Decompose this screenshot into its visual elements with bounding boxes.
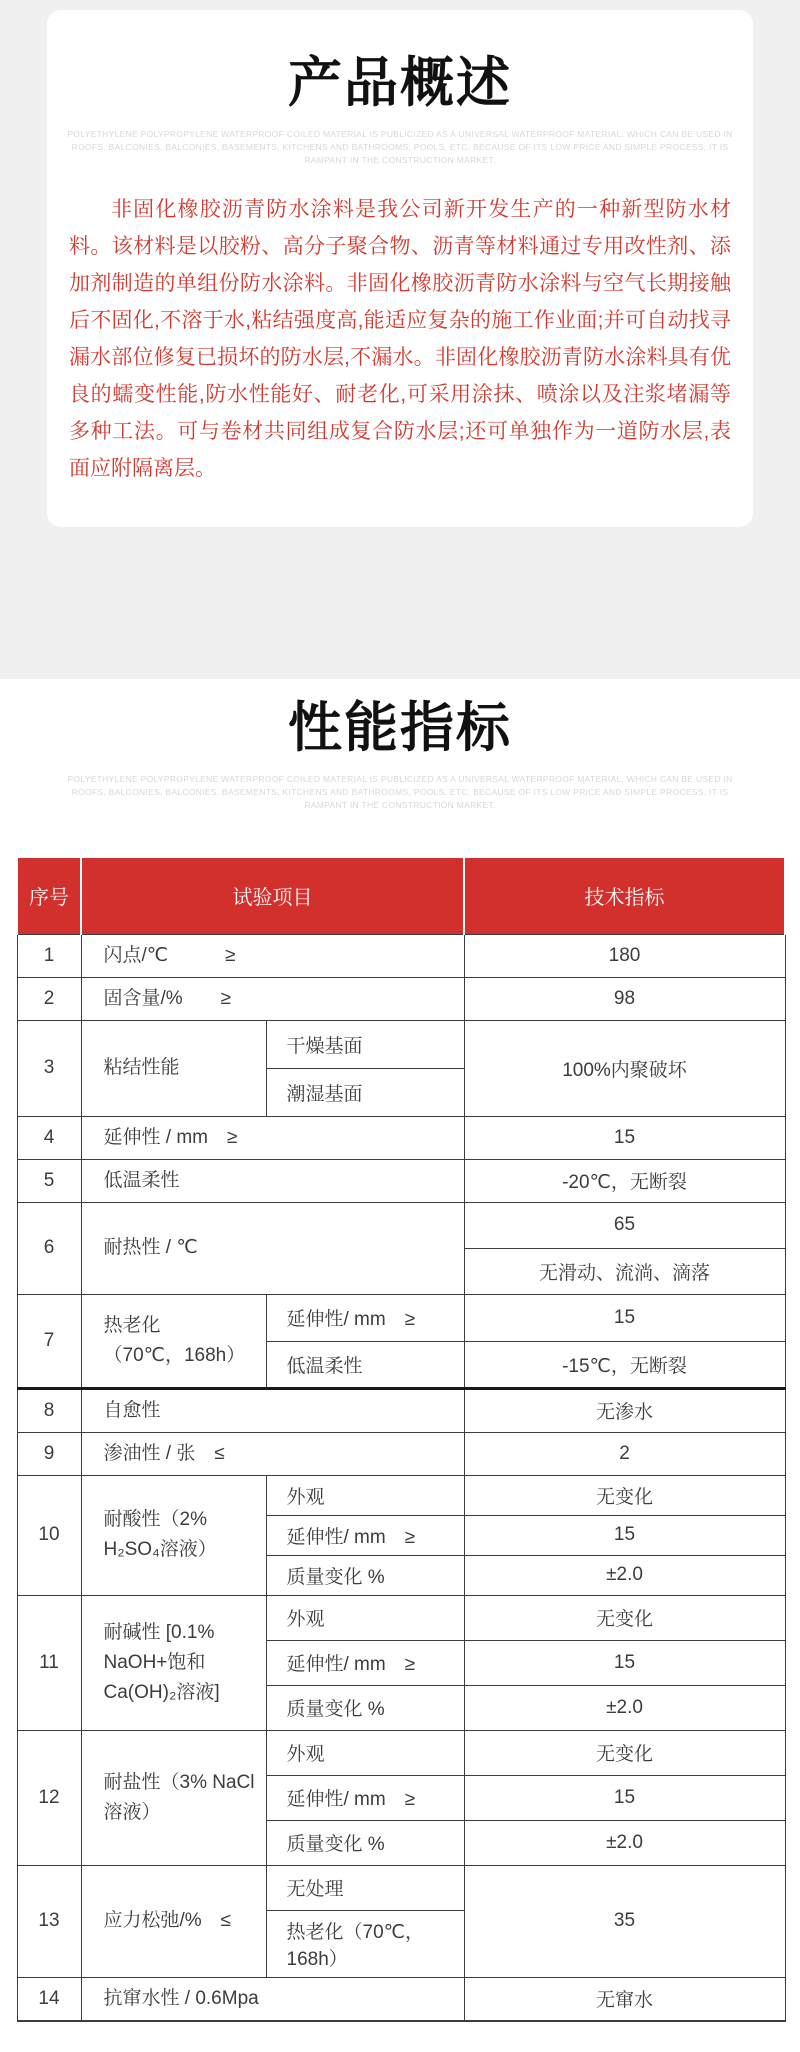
test-item: 固含量/% ≥ <box>81 977 464 1020</box>
tech-value: 2 <box>464 1432 785 1475</box>
overview-en-subtitle: POLYETHYLENE POLYPROPYLENE WATERPROOF COILED MATERIAL IS PUBLICIZED AS A UNIVERSAL WATERPROOF MATERIAL, WHICH CAN BE USED IN ROOFS, BALCONIES, BALCONIES, BASEMENTS, KITCHENS AND BATHROOMS, POOLS, ETC. BECAUSE OF ITS LOW PRICE AND SIMPLE PROCESS, IT IS RAMPANT IN THE CONSTRUCTION MARKET. <box>67 129 733 166</box>
performance-table <box>16 856 786 2022</box>
table-row <box>17 934 785 977</box>
test-subitem: 质量变化 % <box>266 1555 464 1595</box>
test-subitem: 干燥基面 <box>266 1020 464 1068</box>
test-item: 粘结性能 <box>81 1020 266 1116</box>
tech-value: 98 <box>464 977 785 1020</box>
tech-value: 无滑动、流淌、滴落 <box>464 1248 785 1294</box>
tech-value: 15 <box>464 1116 785 1159</box>
test-item: 渗油性 / 张 ≤ <box>81 1432 464 1475</box>
test-item: 耐酸性（2% H₂SO₄溶液） <box>81 1475 266 1595</box>
test-subitem: 延伸性/ mm ≥ <box>266 1775 464 1820</box>
row-no: 13 <box>17 1865 81 1977</box>
test-item-line1: 热老化 <box>103 1314 161 1336</box>
header-test-item: 试验项目 <box>81 857 464 934</box>
test-item: 耐热性 / ℃ <box>81 1202 464 1294</box>
test-item: 闪点/℃ ≥ <box>81 934 464 977</box>
tech-value: 180 <box>464 934 785 977</box>
tech-value: 无变化 <box>464 1730 785 1775</box>
test-subitem: 无处理 <box>266 1865 464 1910</box>
test-item: 抗窜水性 / 0.6Mpa <box>81 1977 464 2021</box>
tech-value: 15 <box>464 1294 785 1341</box>
table-row <box>17 1595 785 1640</box>
test-item: 延伸性 / mm ≥ <box>81 1116 464 1159</box>
tech-value: 15 <box>464 1515 785 1555</box>
test-subitem: 低温柔性 <box>266 1341 464 1388</box>
row-no: 4 <box>17 1116 81 1159</box>
table-row <box>17 1294 785 1341</box>
tech-value: 15 <box>464 1775 785 1820</box>
row-no: 6 <box>17 1202 81 1294</box>
test-subitem: 延伸性/ mm ≥ <box>266 1640 464 1685</box>
table-row <box>17 1475 785 1515</box>
tech-value: 无渗水 <box>464 1388 785 1432</box>
row-no: 8 <box>17 1388 81 1432</box>
table-row <box>17 1202 785 1248</box>
header-tech-value: 技术指标 <box>464 857 785 934</box>
table-row <box>17 1977 785 2021</box>
overview-title: 产品概述 <box>288 53 512 113</box>
test-item: 耐碱性 [0.1% NaOH+饱和Ca(OH)₂溶液] <box>81 1595 266 1730</box>
test-item-line2: （70℃，168h） <box>103 1344 246 1366</box>
test-item: 应力松弛/% ≤ <box>81 1865 266 1977</box>
table-row <box>17 1116 785 1159</box>
test-subitem: 延伸性/ mm ≥ <box>266 1294 464 1341</box>
tech-value: -20℃，无断裂 <box>464 1159 785 1202</box>
row-no: 3 <box>17 1020 81 1116</box>
row-no: 12 <box>17 1730 81 1865</box>
row-no: 1 <box>17 934 81 977</box>
tech-value: 65 <box>464 1202 785 1248</box>
tech-value: 无变化 <box>464 1475 785 1515</box>
test-subitem: 延伸性/ mm ≥ <box>266 1515 464 1555</box>
header-no: 序号 <box>17 857 81 934</box>
row-no: 9 <box>17 1432 81 1475</box>
performance-en-subtitle: POLYETHYLENE POLYPROPYLENE WATERPROOF COILED MATERIAL IS PUBLICIZED AS A UNIVERSAL WATERPROOF MATERIAL, WHICH CAN BE USED IN ROOFS, BALCONIES, BALCONIES, BASEMENTS, KITCHENS AND BATHROOMS, POOLS, ETC. BECAUSE OF ITS LOW PRICE AND SIMPLE PROCESS, IT IS RAMPANT IN THE CONSTRUCTION MARKET. <box>67 774 733 811</box>
tech-value: -15℃，无断裂 <box>464 1341 785 1388</box>
test-item: 耐盐性（3% NaCl溶液） <box>81 1730 266 1865</box>
row-no: 7 <box>17 1294 81 1388</box>
tech-value: ±2.0 <box>464 1820 785 1865</box>
test-item: 低温柔性 <box>81 1159 464 1202</box>
test-subitem: 热老化（70℃，168h） <box>266 1910 464 1977</box>
row-no: 2 <box>17 977 81 1020</box>
table-row <box>17 1388 785 1432</box>
table-row <box>17 1432 785 1475</box>
test-subitem: 外观 <box>266 1730 464 1775</box>
row-no: 10 <box>17 1475 81 1595</box>
test-item: 自愈性 <box>81 1388 464 1432</box>
row-no: 5 <box>17 1159 81 1202</box>
performance-table-wrapper <box>16 856 784 2022</box>
table-row <box>17 1865 785 1910</box>
test-subitem: 外观 <box>266 1475 464 1515</box>
test-subitem: 潮湿基面 <box>266 1068 464 1116</box>
row-no: 11 <box>17 1595 81 1730</box>
table-row <box>17 1159 785 1202</box>
test-subitem: 外观 <box>266 1595 464 1640</box>
test-subitem: 质量变化 % <box>266 1685 464 1730</box>
tech-value: 无变化 <box>464 1595 785 1640</box>
performance-title: 性能指标 <box>288 698 512 759</box>
section-performance-index <box>0 679 800 2052</box>
test-subitem: 质量变化 % <box>266 1820 464 1865</box>
table-row <box>17 1020 785 1068</box>
section-product-overview <box>47 10 753 527</box>
tech-value: 无窜水 <box>464 1977 785 2021</box>
tech-value: ±2.0 <box>464 1555 785 1595</box>
overview-paragraph: 非固化橡胶沥青防水涂料是我公司新开发生产的一种新型防水材料。该材料是以胶粉、高分子聚合物、沥青等材料通过专用改性剂、添加剂制造的单组份防水涂料。非固化橡胶沥青防水涂料与空气长期接触后不固化,不溶于水,粘结强度高,能适应复杂的施工作业面;并可自动找寻漏水部位修复已损坏的防水层,不漏水。非固化橡胶沥青防水涂料具有优良的蠕变性能,防水性能好、耐老化,可采用涂抹、喷涂以及注浆堵漏等多种工法。可与卷材共同组成复合防水层;还可单独作为一道防水层,表面应附隔离层。 <box>69 198 731 481</box>
test-item <box>81 1294 266 1388</box>
table-row <box>17 977 785 1020</box>
tech-value: 35 <box>464 1865 785 1977</box>
tech-value: ±2.0 <box>464 1685 785 1730</box>
table-row <box>17 1730 785 1775</box>
tech-value: 100%内聚破坏 <box>464 1020 785 1116</box>
tech-value: 15 <box>464 1640 785 1685</box>
row-no: 14 <box>17 1977 81 2021</box>
